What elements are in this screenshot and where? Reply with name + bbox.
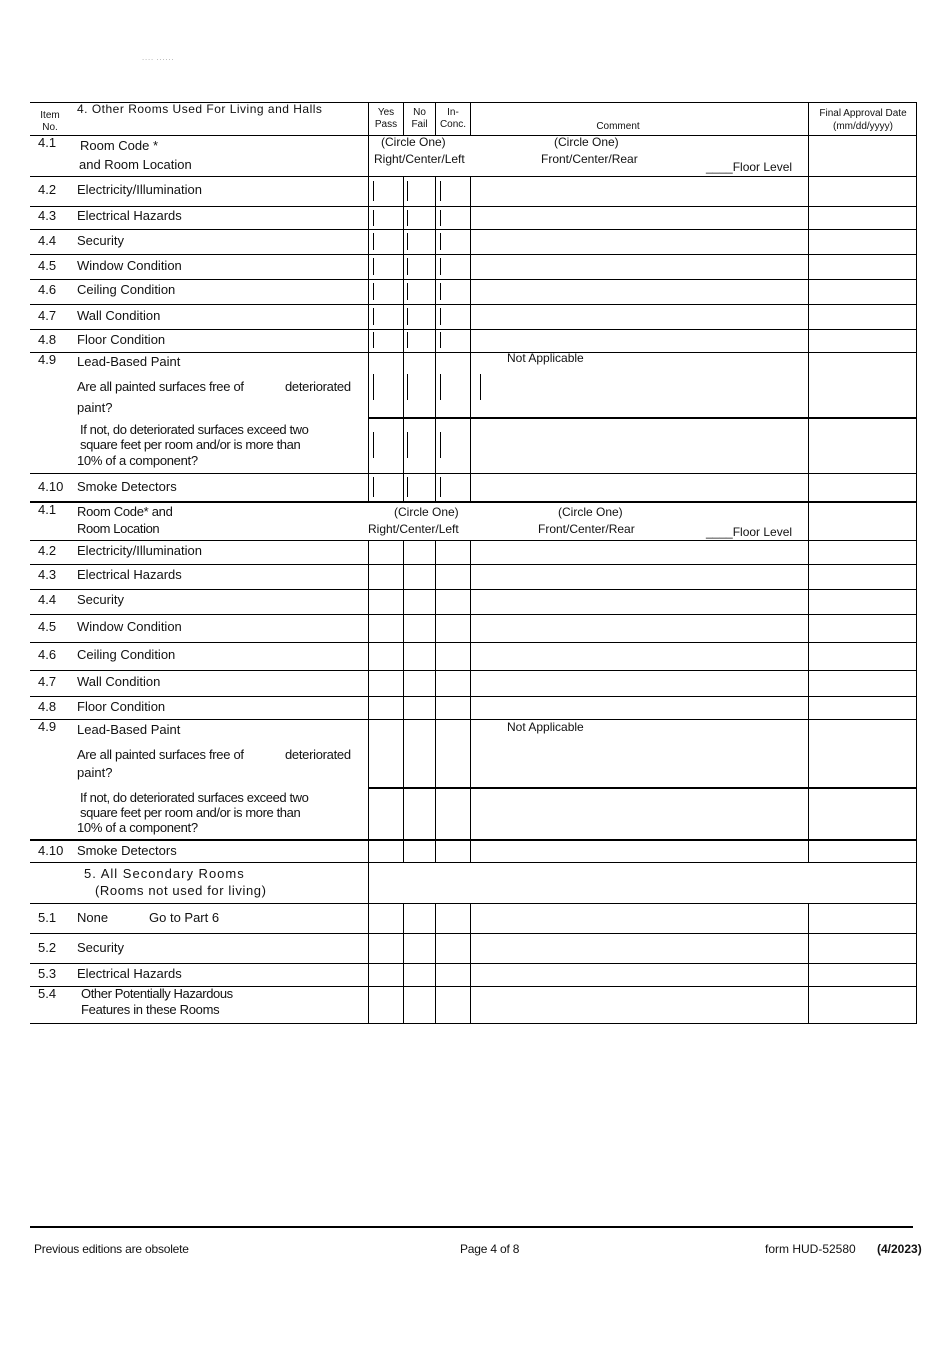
row-divider [30,933,917,934]
row-divider [30,862,917,863]
checkbox-mark[interactable] [440,432,441,458]
row-divider [30,903,917,904]
item-label: Electrical Hazards [77,567,182,582]
footer-form-date: (4/2023) [877,1242,922,1256]
item-no: 4.8 [38,699,57,714]
col-divider [808,176,809,501]
col-header-yes-pass: Yes Pass [374,107,398,130]
item-no: 4.10 [38,843,64,858]
footer-page-number: Page 4 of 8 [460,1242,520,1256]
col-divider [403,540,404,862]
row-divider [30,279,917,280]
item-no: 4.9 [38,719,57,734]
checkbox-mark[interactable] [373,283,374,300]
checkbox-mark[interactable] [440,374,441,400]
section-divider [30,839,917,841]
item-label: Electricity/Illumination [77,543,202,558]
row-divider [30,176,917,177]
item-no: 4.6 [38,282,57,297]
checkbox-mark[interactable] [440,181,441,201]
col-header-no-fail: No Fail [411,107,428,130]
item-label: Security [77,592,124,607]
col-divider [916,862,917,1023]
item-no: 4.6 [38,647,57,662]
checkbox-mark[interactable] [407,210,408,226]
checkbox-mark[interactable] [373,233,374,250]
checkbox-mark[interactable] [407,308,408,325]
checkbox-mark[interactable] [440,477,441,497]
lead-question-2: If not, do deteriorated surfaces exceed two [80,422,309,437]
col-divider [403,176,404,501]
row-divider [30,642,917,643]
position-fr-option[interactable]: Front/Center/Rear [541,152,638,166]
item-label: Floor Condition [77,699,166,714]
row-divider [30,670,917,671]
item-no: 4.8 [38,332,57,347]
item-label: Other Potentially Hazardous [81,986,233,1001]
checkbox-mark[interactable] [407,233,408,250]
item-no: 5.2 [38,940,57,955]
item-no: 4.9 [38,352,57,367]
section-divider [30,501,917,503]
checkbox-mark[interactable] [373,477,374,497]
lead-question-2-line: square feet per room and/or is more than [80,437,301,452]
top-mark: ˙˙˙˙ ˙˙˙˙˙˙ [142,58,175,68]
room-location-label: Room Location [77,521,160,536]
lead-question-2: If not, do deteriorated surfaces exceed two [80,790,309,805]
row-divider [30,254,917,255]
checkbox-mark[interactable] [407,432,408,458]
footer-obsolete-note: Previous editions are obsolete [34,1242,189,1256]
col-divider [808,501,809,540]
col-divider [435,540,436,862]
checkbox-mark[interactable] [373,181,374,201]
item-no: 4.7 [38,308,57,323]
row-divider [30,589,917,590]
room-location-label: and Room Location [79,157,192,172]
col-divider [916,102,917,176]
lead-paint-title: Lead-Based Paint [77,354,181,369]
item-label: Ceiling Condition [77,282,176,297]
item-no: 4.5 [38,258,57,273]
checkbox-mark[interactable] [407,283,408,300]
col-divider [368,540,369,862]
checkbox-mark[interactable] [407,258,408,275]
item-label: Window Condition [77,258,182,273]
item-no: 4.7 [38,674,57,689]
circle-one-label: (Circle One) [381,135,446,149]
col-header-item-no: Item No. [40,110,60,133]
checkbox-mark[interactable] [373,210,374,226]
section-title-5: 5. All Secondary Rooms [84,866,245,881]
checkbox-mark[interactable] [440,233,441,250]
item-label: Wall Condition [77,308,161,323]
item-no: 4.10 [38,479,64,494]
col-header-comment: Comment [596,121,640,132]
row-divider [30,540,917,541]
col-header-final-approval: Final Approval Date (mm/dd/yyyy) [819,108,907,132]
item-label: Window Condition [77,619,182,634]
section-title-4: 4. Other Rooms Used For Living and Halls [77,102,323,116]
item-label: Electrical Hazards [77,966,182,981]
item-no: 4.3 [38,567,57,582]
row-divider [30,614,917,615]
item-no: 4.1 [38,135,57,150]
lead-question-2-line: 10% of a component? [77,820,198,835]
col-divider [470,540,471,862]
lead-question-1: Are all painted surfaces free of [77,379,244,394]
col-divider [470,903,471,1023]
item-label: Smoke Detectors [77,479,177,494]
room-code-label: Room Code * [80,138,159,153]
lead-question-1-end: paint? [77,765,113,780]
section-subtitle-5: (Rooms not used for living) [95,883,267,898]
item-label: Floor Condition [77,332,166,347]
row-divider [30,229,917,230]
item-no: 5.1 [38,910,57,925]
col-divider [808,102,809,176]
checkbox-mark[interactable] [407,374,408,400]
col-divider [435,903,436,1023]
lead-paint-title: Lead-Based Paint [77,722,181,737]
row-divider [30,719,917,720]
floor-level-field[interactable]: ____Floor Level [706,160,793,174]
item-label: Security [77,233,124,248]
checkbox-mark[interactable] [373,308,374,325]
row-divider [30,564,917,565]
row-divider [30,963,917,964]
checkbox-mark[interactable] [480,374,481,400]
row-divider [30,352,917,353]
lead-subdivider [368,787,917,789]
item-label: Smoke Detectors [77,843,177,858]
footer-rule [30,1226,913,1228]
item-no: 4.5 [38,619,57,634]
col-divider [808,540,809,862]
checkbox-mark[interactable] [407,181,408,201]
checkbox-mark[interactable] [373,432,374,458]
item-no: 4.3 [38,208,57,223]
checkbox-mark[interactable] [440,332,441,348]
item-no: 5.4 [38,986,57,1001]
row-divider [30,206,917,207]
position-lr-option[interactable]: Right/Center/Left [374,152,465,166]
item-no: 4.4 [38,233,57,248]
col-divider [916,176,917,501]
item-label: Ceiling Condition [77,647,176,662]
position-fr-option[interactable]: Front/Center/Rear [538,522,635,536]
checkbox-mark[interactable] [407,477,408,497]
col-divider [403,903,404,1023]
none-option[interactable]: None [77,910,109,925]
lead-question-1-cont: deteriorated [285,379,351,394]
checkbox-mark[interactable] [440,308,441,325]
col-divider [368,176,369,501]
footer-form-id: form HUD-52580 [765,1242,856,1256]
lead-question-2-line: 10% of a component? [77,453,198,468]
not-applicable-label: Not Applicable [507,351,584,365]
lead-question-1-end: paint? [77,400,113,415]
item-no: 4.2 [38,543,57,558]
table-bottom-border [30,1023,917,1024]
circle-one-label: (Circle One) [558,505,623,519]
item-no: 5.3 [38,966,57,981]
not-applicable-label: Not Applicable [507,720,584,734]
item-no: 4.1 [38,502,57,517]
col-divider [808,903,809,1023]
col-divider [470,176,471,501]
row-divider [30,696,917,697]
row-divider [30,473,917,474]
floor-level-field[interactable]: ____Floor Level [706,525,793,539]
row-divider [30,304,917,305]
lead-question-2-line: square feet per room and/or is more than [80,805,301,820]
lead-subdivider [368,417,917,419]
go-to-part-6: Go to Part 6 [149,910,220,925]
item-label: Electrical Hazards [77,208,182,223]
col-divider [916,501,917,540]
item-label: Security [77,940,124,955]
item-label: Electricity/Illumination [77,182,202,197]
lead-question-1-cont: deteriorated [285,747,351,762]
checkbox-mark[interactable] [407,332,408,348]
position-lr-option[interactable]: Right/Center/Left [368,522,459,536]
checkbox-mark[interactable] [373,258,374,275]
item-label: Wall Condition [77,674,161,689]
circle-one-label: (Circle One) [394,505,459,519]
checkbox-mark[interactable] [373,332,374,348]
circle-one-label: (Circle One) [554,135,619,149]
col-header-in-conc: In-Conc. [439,107,467,130]
checkbox-mark[interactable] [373,374,374,400]
col-divider [368,862,369,1023]
room-code-label: Room Code* and [77,504,173,519]
col-divider [916,540,917,862]
item-no: 4.4 [38,592,57,607]
header-divider [30,135,917,136]
checkbox-mark[interactable] [440,283,441,300]
lead-question-1: Are all painted surfaces free of [77,747,244,762]
item-label: Features in these Rooms [81,1002,220,1017]
item-no: 4.2 [38,182,57,197]
checkbox-mark[interactable] [440,210,441,226]
checkbox-mark[interactable] [440,258,441,275]
row-divider [30,329,917,330]
col-divider [435,176,436,501]
